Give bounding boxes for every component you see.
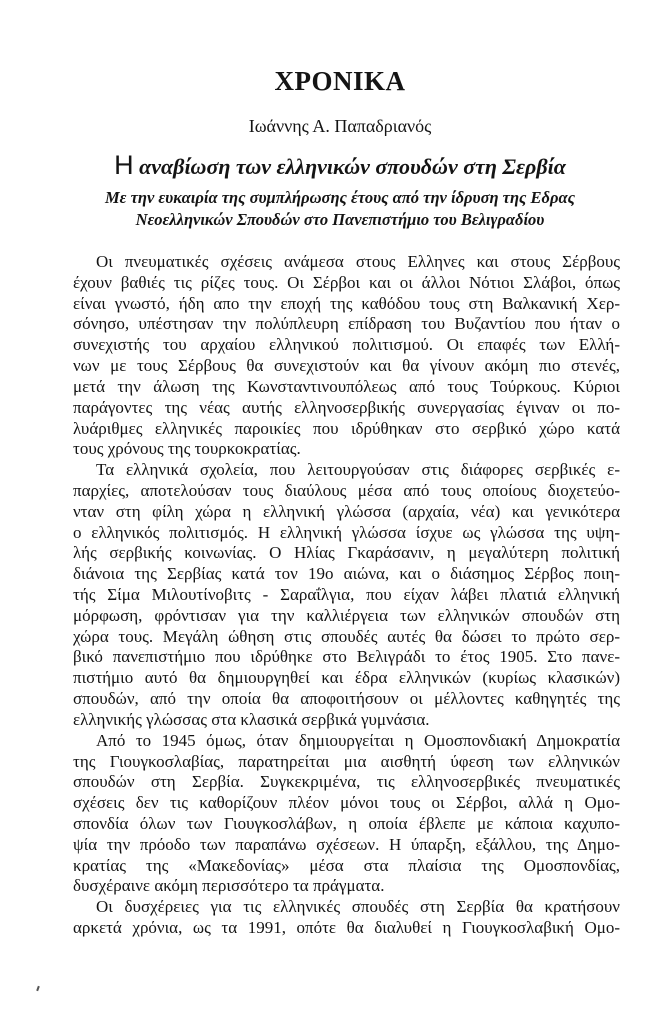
text-line: της Γιουγκοσλαβίας, παρατηρείται μια αισθητή ύφεση των ελληνικών <box>73 751 620 771</box>
text-line: ελληνικής γλώσσας στα κλασικά σερβικά γυμνάσια. <box>73 709 430 729</box>
paragraph <box>73 460 620 731</box>
subtitle-line: Με την ευκαιρία της συμπλήρωσης έτους από την ίδρυση της Εδρας <box>105 188 575 207</box>
text-line: συνεχιστής του αρχαίου ελληνικού πολιτισμού. Οι επαφές των Ελλή- <box>73 335 620 355</box>
text-line: Οι πνευματικές σχέσεις ανάμεσα στους Ελληνες και στους Σέρβους <box>96 252 620 271</box>
paragraph <box>73 731 620 898</box>
text-line: είναι γνωστό, ήδη απο την εποχή της καθόδου τους στη Βαλκανική Χερ- <box>73 293 620 313</box>
text-line: Από το 1945 όμως, όταν δημιουργείται η Ομοσπονδιακή Δημοκρατία <box>96 730 620 750</box>
article-subtitle <box>40 187 640 231</box>
title-text: αναβίωση των ελληνικών σπουδών στη Σερβία <box>139 154 566 179</box>
paragraph <box>73 252 620 460</box>
text-line: σόνησο, υπέστησαν την πολύπλευρη επίδραση του Βυζαντίου που ήταν ο <box>73 314 620 334</box>
section-heading: ΧΡΟΝΙΚΑ <box>274 66 406 96</box>
subtitle-line: Νεοελληνικών Σπουδών στο Πανεπιστήμιο του Βελιγραδίου <box>135 210 545 229</box>
text-line: Τα ελληνικά σχολεία, που λειτουργούσαν στις διάφορες σερβικές ε- <box>96 460 620 480</box>
text-line: σπουδών στη Σερβία. Συγκεκριμένα, τις ελληνοσερβικές πνευματικές <box>73 772 620 792</box>
text-line: χώρα τους. Μεγάλη ώθηση στις σπουδές αυτές θα δώσει το πρώτο σερ- <box>73 626 620 646</box>
paragraph <box>73 897 620 939</box>
text-line: σπουδών, από την οποία θα αποφοιτήσουν οι μέλλοντες καθηγητές της <box>73 689 620 709</box>
text-line: ο ελληνικός πολιτισμός. Η ελληνική γλώσσα ίσχυε ως γλώσσα της υψη- <box>73 522 620 542</box>
text-line: σχέσεις δεν τις καθορίζουν πλέον μόνοι τους οι Σέρβοι, αλλά η Ομο- <box>73 793 620 813</box>
text-line: νων με τους Σέρβους θα συνεχιστούν και θα γίνουν ακόμη πιο στενές, <box>73 356 620 376</box>
title-initial: Η <box>114 150 134 180</box>
scan-mark <box>36 986 40 991</box>
text-line: βικό πανεπιστήμιο που ιδρύθηκε στο Βελιγράδι το έτος 1905. Στο πανε- <box>73 647 620 667</box>
text-line: μόρφωση, φρόντισαν για την καλλιέργεια των ελληνικών σπουδών στη <box>73 605 620 625</box>
text-line: τους χρόνους της τουρκοκρατίας. <box>73 439 301 459</box>
text-line: παρχίες, αποτελούσαν τους διαύλους μέσα από τους οποίους διοχετεύο- <box>73 480 620 500</box>
text-line: διάνοια της Σερβίας κατά τον 19ο αιώνα, και ο διάσημος Σέρβος ποιη- <box>73 564 620 584</box>
text-line: νταν στη φίλη χώρα η ελληνική γλώσσα (αρχαία, νέα) και γενικότερα <box>73 501 620 521</box>
text-line: Οι δυσχέρειες για τις ελληνικές σπουδές στη Σερβία θα κρατήσουν <box>96 897 620 917</box>
text-line: παράγοντες της νέας αυτής ελληνοσερβικής συνεργασίας έγιναν οι πο- <box>73 397 620 417</box>
text-line: ψία την πρόοδο των παραπάνω σχέσεων. Η ύπαρξη, εξάλλου, της Δημο- <box>73 834 620 854</box>
text-line: κρατίας της «Μακεδονίας» μέσα στα πλαίσια της Ομοσπονδίας, <box>73 855 620 875</box>
text-line: μετά την άλωση της Κωνσταντινουπόλεως από τους Τούρκους. Κύριοι <box>73 376 620 396</box>
author-name: Ιωάννης Α. Παπαδριανός <box>248 116 432 136</box>
text-line: λυάριθμες ελληνικές παροικίες που ιδρύθηκαν στο σερβικό χώρο κατά <box>73 418 620 438</box>
text-line: έχουν βαθιές τις ρίζες τους. Οι Σέρβοι και οι άλλοι Νότιοι Σλάβοι, όπως <box>73 272 620 292</box>
text-line: τής Σίμα Μιλουτίνοβιτς - Σαραΐλγια, που είχαν λάβει πλατιά ελληνική <box>73 585 620 604</box>
text-line: δυσχέραινε ακόμη περισσότερο τα πράγματα. <box>73 876 385 896</box>
text-line: σπονδία όλων των Γιουγκοσλάβων, η οποία έβλεπε με κάποια καχυπο- <box>73 813 620 833</box>
article-body <box>73 252 620 939</box>
article-title <box>40 150 640 182</box>
text-line: λής σερβικής κοινωνίας. Ο Ηλίας Γκαράσανιν, η μεγαλύτερη πολιτική <box>73 543 620 563</box>
text-line: πιστήμιο αυτό θα δημιουργηθεί και έδρα ελληνικών (κυρίως κλασικών) <box>73 668 620 688</box>
text-line: αρκετά χρόνια, ως τα 1991, οπότε θα διαλυθεί η Γιουγκοσλαβική Ομο- <box>73 918 620 937</box>
